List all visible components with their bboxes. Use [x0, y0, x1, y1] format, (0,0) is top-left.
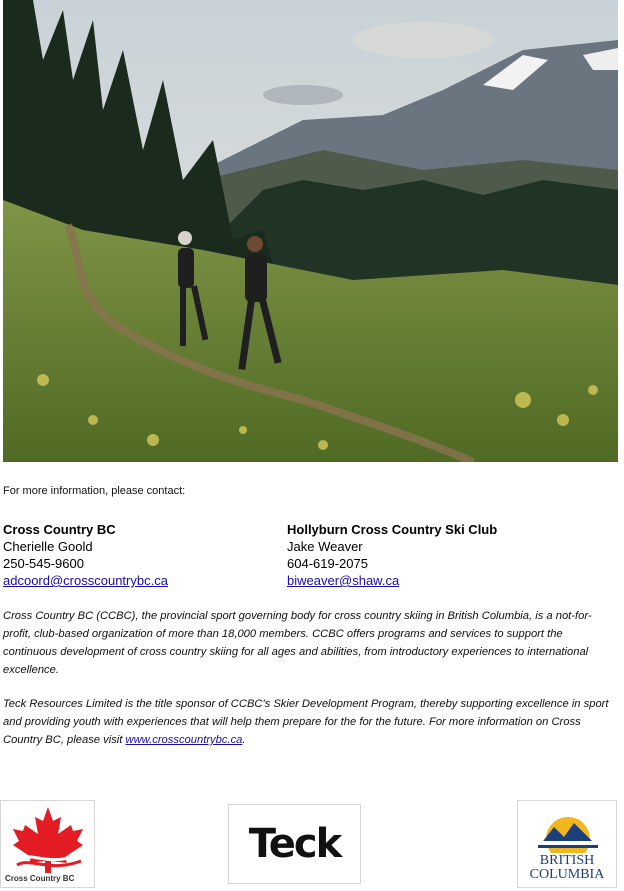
sponsor-paragraph [3, 695, 619, 749]
ccbc-logo-caption: Cross Country BC [5, 874, 75, 883]
sponsor-text-end: . [242, 734, 246, 746]
contact-phone: 604-619-2075 [287, 556, 368, 571]
contact-org: Cross Country BC [3, 522, 116, 537]
contact-email-link[interactable]: biweaver@shaw.ca [287, 573, 400, 588]
hero-photo [3, 0, 618, 462]
contact-hollyburn [287, 521, 497, 589]
sponsor-text: Teck Resources Limited is the title sponsor of CCBC's Skier Development Program, thereby supporting excellence in sport and providing youth with experiences that will help them prepare for the for the future. For more information on Cross Country BC, please visit [3, 698, 609, 746]
bc-sun-mountain-icon [518, 801, 617, 853]
about-ccbc-paragraph: Cross Country BC (CCBC), the provincial sport governing body for cross country skiing in British Columbia, is a not-for-profit, club-based organization of more than 18,000 members. CCBC offers programs and services to support the continuous development of cross country skiing for all ages and abilities, from introductory experiences to international excellence. [3, 610, 592, 676]
cross-country-bc-logo [0, 800, 95, 888]
contact-email-link[interactable]: adcoord@crosscountrybc.ca [3, 573, 168, 588]
contact-name: Cherielle Goold [3, 539, 93, 554]
contact-org: Hollyburn Cross Country Ski Club [287, 522, 498, 537]
maple-leaf-icon [1, 801, 95, 876]
teck-logo [228, 804, 361, 884]
website-link[interactable]: www.crosscountrybc.ca [125, 734, 243, 746]
british-columbia-logo [517, 800, 617, 888]
bc-logo-line1: BRITISH [539, 853, 595, 868]
contact-phone: 250-545-9600 [3, 556, 84, 571]
contact-cross-country-bc [3, 521, 168, 589]
bc-logo-line2: COLUMBIA [529, 867, 605, 882]
teck-wordmark: Teck [248, 821, 341, 867]
contact-intro: For more information, please contact: [3, 485, 186, 497]
contact-name: Jake Weaver [287, 539, 363, 554]
